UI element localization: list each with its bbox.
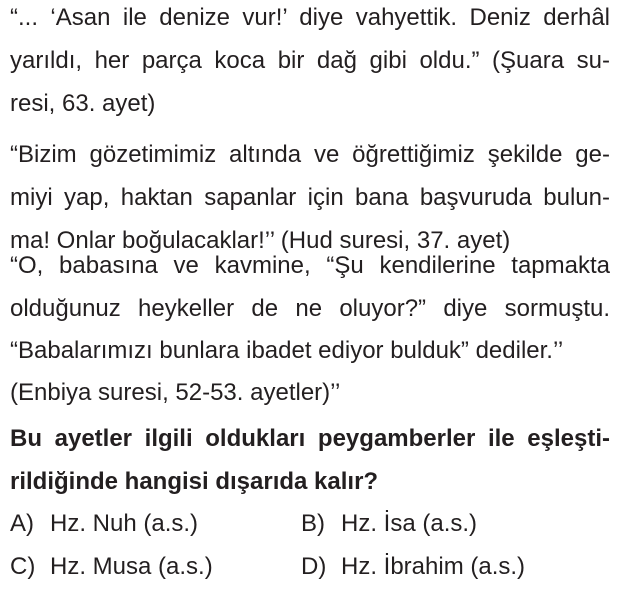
passage-line: (Enbiya suresi, 52-53. ayetler)’’ bbox=[10, 379, 341, 406]
option-letter: C) bbox=[10, 553, 36, 580]
option-text: Hz. İsa (a.s.) bbox=[341, 510, 478, 537]
option-letter: A) bbox=[10, 510, 34, 537]
option-text: Hz. Musa (a.s.) bbox=[50, 553, 213, 580]
passage-line: “O, babasına ve kavmine, “Şu kendilerine tapmakta bbox=[10, 252, 610, 279]
passage-line: yarıldı, her parça koca bir dağ gibi oldu.” (Şuara su- bbox=[10, 47, 610, 74]
option-a[interactable] bbox=[10, 509, 198, 539]
passage-line: ma! Onlar boğulacaklar!’’ (Hud suresi, 37. ayet) bbox=[10, 227, 511, 254]
question-line: rildiğinde hangisi dışarıda kalır? bbox=[10, 468, 379, 495]
passage-line: resi, 63. ayet) bbox=[10, 90, 156, 117]
passage-line: miyi yap, haktan sapanlar için bana başvuruda bulun- bbox=[10, 184, 610, 211]
option-b[interactable] bbox=[301, 509, 477, 539]
option-text: Hz. Nuh (a.s.) bbox=[50, 510, 199, 537]
option-letter: D) bbox=[301, 553, 327, 580]
passage-line: “Bizim gözetimimiz altında ve öğrettiğimiz şekilde ge- bbox=[10, 141, 610, 168]
option-c[interactable] bbox=[10, 552, 213, 582]
question-line: Bu ayetler ilgili oldukları peygamberler ile eşleşti- bbox=[10, 425, 610, 452]
option-d[interactable] bbox=[301, 552, 525, 582]
passage-line: “... ‘Asan ile denize vur!’ diye vahyettik. Deniz derhâl bbox=[10, 4, 610, 31]
passage-line: olduğunuz heykeller de ne oluyor?” diye sormuştu. bbox=[10, 295, 610, 322]
option-letter: B) bbox=[301, 510, 325, 537]
passage-line: “Babalarımızı bunlara ibadet ediyor bulduk” dediler.’’ bbox=[10, 337, 564, 364]
option-text: Hz. İbrahim (a.s.) bbox=[341, 553, 526, 580]
